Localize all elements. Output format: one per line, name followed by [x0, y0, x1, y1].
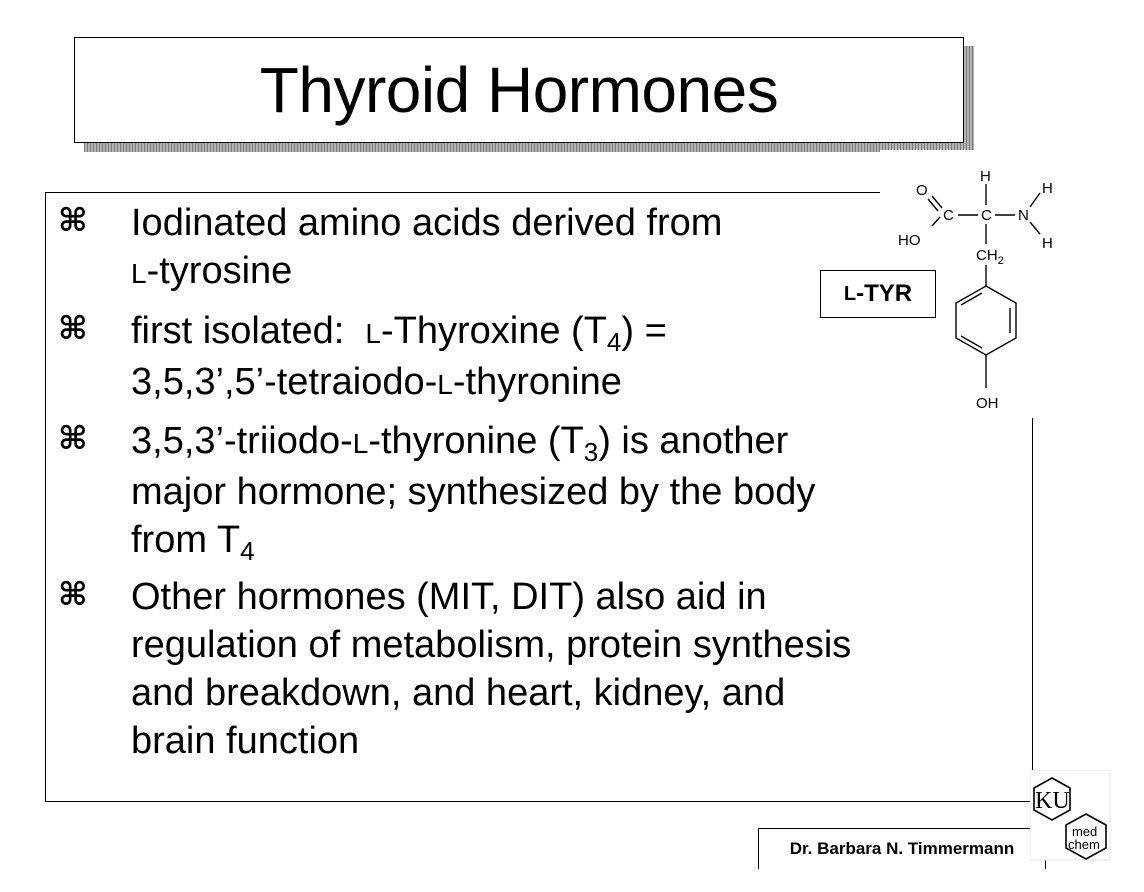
atom-ho: HO: [898, 232, 921, 249]
atom-h-top: H: [980, 168, 991, 185]
atom-n: N: [1018, 207, 1029, 224]
bullet-text: 3,5,3’-triiodo-L-thyronine $(T_3)$ is another major hormone; synthesized by the body from $T_4$: [131, 420, 816, 566]
bullet-command-icon: ⌘: [58, 309, 88, 347]
bullet-command-icon: ⌘: [58, 575, 88, 613]
author-credit: Dr. Barbara N. Timmermann: [758, 828, 1046, 869]
atom-h-n1: H: [1042, 180, 1053, 197]
atom-c2: C: [981, 207, 992, 224]
ku-medchem-logo: [1030, 770, 1114, 862]
page-title: Thyroid Hormones: [259, 54, 779, 126]
atom-oh: OH: [976, 395, 999, 412]
atom-c1: C: [943, 207, 954, 224]
logo-med-text: med: [1072, 824, 1098, 839]
atom-ch2: $CH_2$: [976, 247, 1004, 267]
structure-label: L -TYR: [820, 270, 936, 318]
bullet-text: Other hormones (MIT, DIT) also aid in regulation of metabolism, protein synthesis and breakdown, and heart, kidney, and brain function: [131, 576, 852, 762]
bullet-command-icon: ⌘: [58, 201, 88, 239]
atom-h-n2: H: [1042, 235, 1053, 252]
bullet-text: first isolated: L-Thyroxine $(T_4)$ = 3,5,3’,5’-tetraiodo-L-thyronine: [131, 310, 667, 403]
logo-ku-text: KU: [1035, 788, 1070, 814]
logo-chem-text: chem: [1068, 837, 1100, 852]
bullet-command-icon: ⌘: [58, 419, 88, 457]
bullet-text: Iodinated amino acids derived from L-tyrosine: [131, 202, 723, 292]
title-box: [74, 37, 964, 143]
atom-o: O: [916, 182, 928, 199]
